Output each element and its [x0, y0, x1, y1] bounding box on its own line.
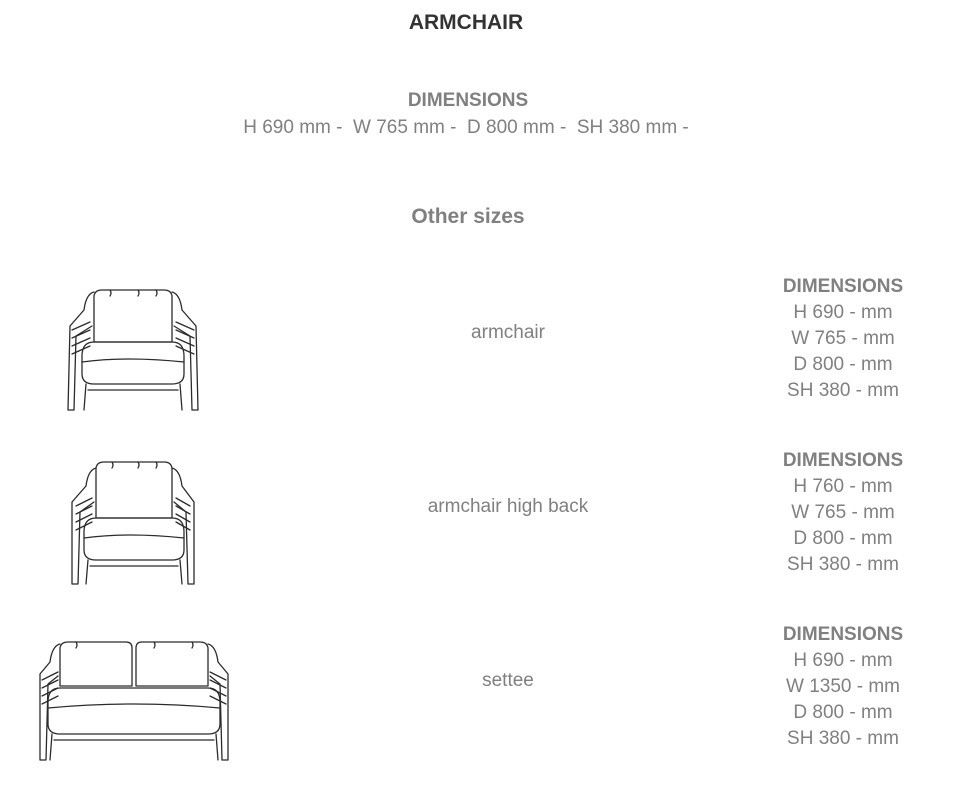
size-width: W 765 - mm	[791, 502, 895, 523]
size-label: armchair high back	[427, 496, 589, 517]
size-seat-height: SH 380 - mm	[787, 728, 899, 749]
size-height: H 690 - mm	[793, 302, 893, 323]
size-seat-height: SH 380 - mm	[787, 554, 899, 575]
armchair-high-back-drawing	[68, 460, 198, 591]
size-dimensions-heading: DIMENSIONS	[782, 276, 904, 297]
dimensions-summary: H 690 mm - W 765 mm - D 800 mm - SH 380 mm -	[243, 117, 689, 138]
size-label: armchair	[471, 322, 545, 343]
size-depth: D 800 - mm	[793, 354, 893, 375]
dimensions-heading: DIMENSIONS	[407, 90, 529, 111]
size-dimensions	[740, 622, 946, 752]
size-width: W 765 - mm	[791, 328, 895, 349]
size-seat-height: SH 380 - mm	[787, 380, 899, 401]
other-sizes-heading: Other sizes	[411, 205, 525, 228]
size-row-settee[interactable]	[0, 618, 968, 768]
size-height: H 760 - mm	[793, 476, 893, 497]
armchair-drawing	[66, 286, 200, 417]
size-depth: D 800 - mm	[793, 528, 893, 549]
size-dimensions	[740, 448, 946, 578]
page-title: ARMCHAIR	[408, 11, 524, 34]
size-dimensions-heading: DIMENSIONS	[782, 624, 904, 645]
size-row-armchair[interactable]	[0, 270, 968, 420]
size-depth: D 800 - mm	[793, 702, 893, 723]
size-label: settee	[482, 670, 534, 691]
size-dimensions-heading: DIMENSIONS	[782, 450, 904, 471]
size-dimensions	[740, 274, 946, 404]
size-height: H 690 - mm	[793, 650, 893, 671]
size-width: W 1350 - mm	[785, 676, 901, 697]
settee-drawing	[36, 638, 232, 769]
size-row-armchair-high-back[interactable]	[0, 444, 968, 594]
